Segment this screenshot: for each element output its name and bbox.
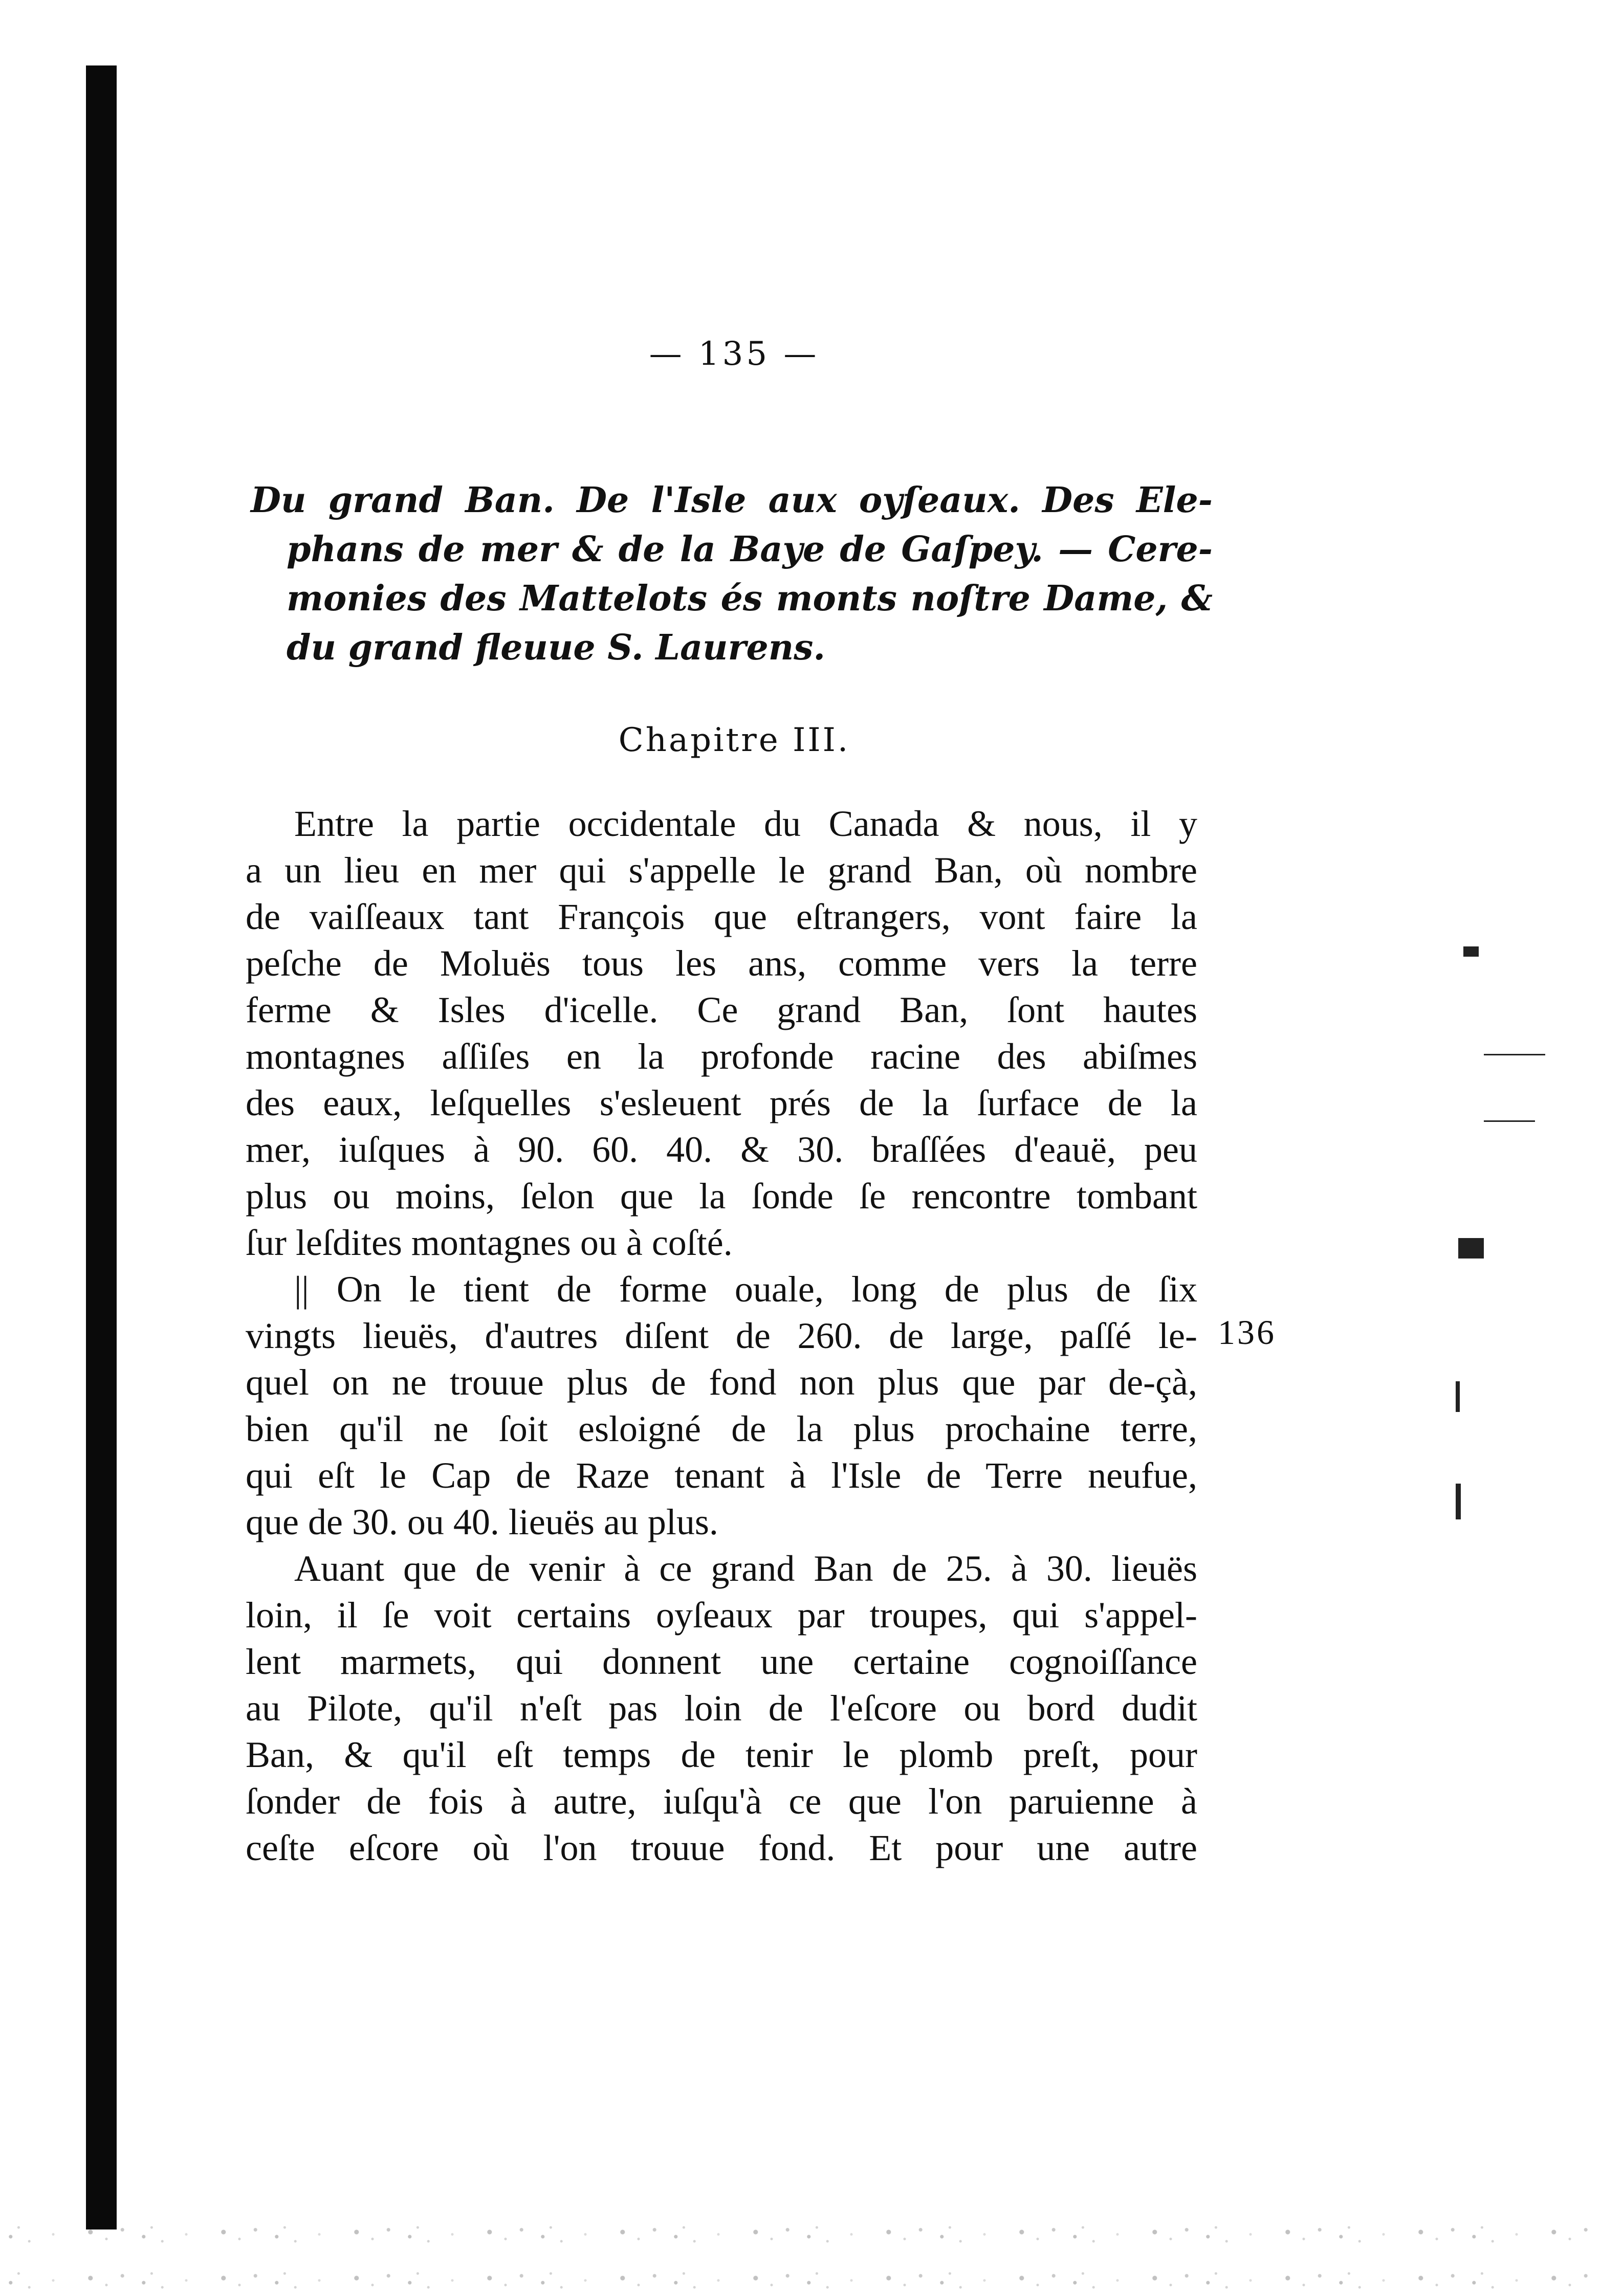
scan-speck (1458, 1238, 1484, 1259)
text-line: que de 30. ou 40. lieuës au plus. (246, 1502, 718, 1542)
text-line: qui eſt le Cap de Raze tenant à l'Isle de Terre neufue, (246, 1455, 1197, 1496)
summary-line: Du grand Ban. De l'Isle aux oyſeaux. Des Ele- (251, 480, 1213, 521)
text-line: a un lieu en mer qui s'appelle le grand Ban, où nombre (246, 850, 1197, 891)
text-line: quel on ne trouue plus de fond non plus que par de-çà, (246, 1362, 1197, 1403)
text-line: ceſte eſcore où l'on trouue fond. Et pour une autre (246, 1827, 1197, 1868)
text-line: des eaux, leſquelles s'esleuent prés de la ſurface de la (246, 1083, 1197, 1123)
text-line: lent marmets, qui donnent une certaine cognoiſſance (246, 1641, 1197, 1682)
scan-noise (0, 2209, 1601, 2296)
text-line: ſonder de fois à autre, iuſqu'à ce que l'on paruienne à (246, 1781, 1197, 1822)
text-line: au Pilote, qu'il n'eſt pas loin de l'eſcore ou bord dudit (246, 1688, 1197, 1729)
text-line: loin, il ſe voit certains oyſeaux par troupes, qui s'appel- (246, 1595, 1197, 1636)
text-line: bien qu'il ne ſoit esloigné de la plus prochaine terre, (246, 1408, 1197, 1449)
text-line: de vaiſſeaux tant François que eſtrangers, vont faire la (246, 896, 1197, 937)
margin-page-reference: 136 (1218, 1313, 1276, 1352)
scan-speck (1484, 1120, 1535, 1122)
chapter-heading: Chapitre III. (618, 721, 850, 759)
text-line: Entre la partie occidentale du Canada & nous, il y (294, 803, 1197, 844)
text-line: ſur leſdites montagnes ou à coſté. (246, 1222, 733, 1263)
text-line: montagnes aſſiſes en la profonde racine des abiſmes (246, 1036, 1197, 1077)
scan-speck (1456, 1484, 1461, 1519)
text-line: peſche de Moluës tous les ans, comme vers la terre (246, 943, 1197, 984)
text-line: vingts lieuës, d'autres diſent de 260. de large, paſſé le- (246, 1315, 1197, 1356)
body-text (246, 801, 1197, 1871)
scan-speck (1456, 1381, 1460, 1412)
text-line: Auant que de venir à ce grand Ban de 25. à 30. lieuës (294, 1548, 1197, 1589)
scan-speck (1484, 1054, 1545, 1055)
summary-line: phans de mer & de la Baye de Gaſpey. — Cere- (287, 529, 1213, 570)
page-number: — 135 — (649, 335, 820, 373)
text-line: ferme & Isles d'icelle. Ce grand Ban, ſont hautes (246, 989, 1197, 1030)
scan-speck (1463, 946, 1479, 957)
text-line: || On le tient de forme ouale, long de plus de ſix (294, 1269, 1197, 1310)
summary-line: du grand fleuue S. Laurens. (287, 627, 826, 668)
scan-artifacts (1453, 921, 1555, 1688)
text-line: mer, iuſques à 90. 60. 40. & 30. braſſées d'eauë, peu (246, 1129, 1197, 1170)
binding-edge (86, 65, 117, 2229)
summary-line: monies des Mattelots és monts noſtre Dame, & (287, 578, 1213, 619)
text-line: Ban, & qu'il eſt temps de tenir le plomb preſt, pour (246, 1734, 1197, 1775)
text-line: plus ou moins, ſelon que la ſonde ſe rencontre tombant (246, 1176, 1197, 1217)
chapter-summary (251, 476, 1213, 672)
